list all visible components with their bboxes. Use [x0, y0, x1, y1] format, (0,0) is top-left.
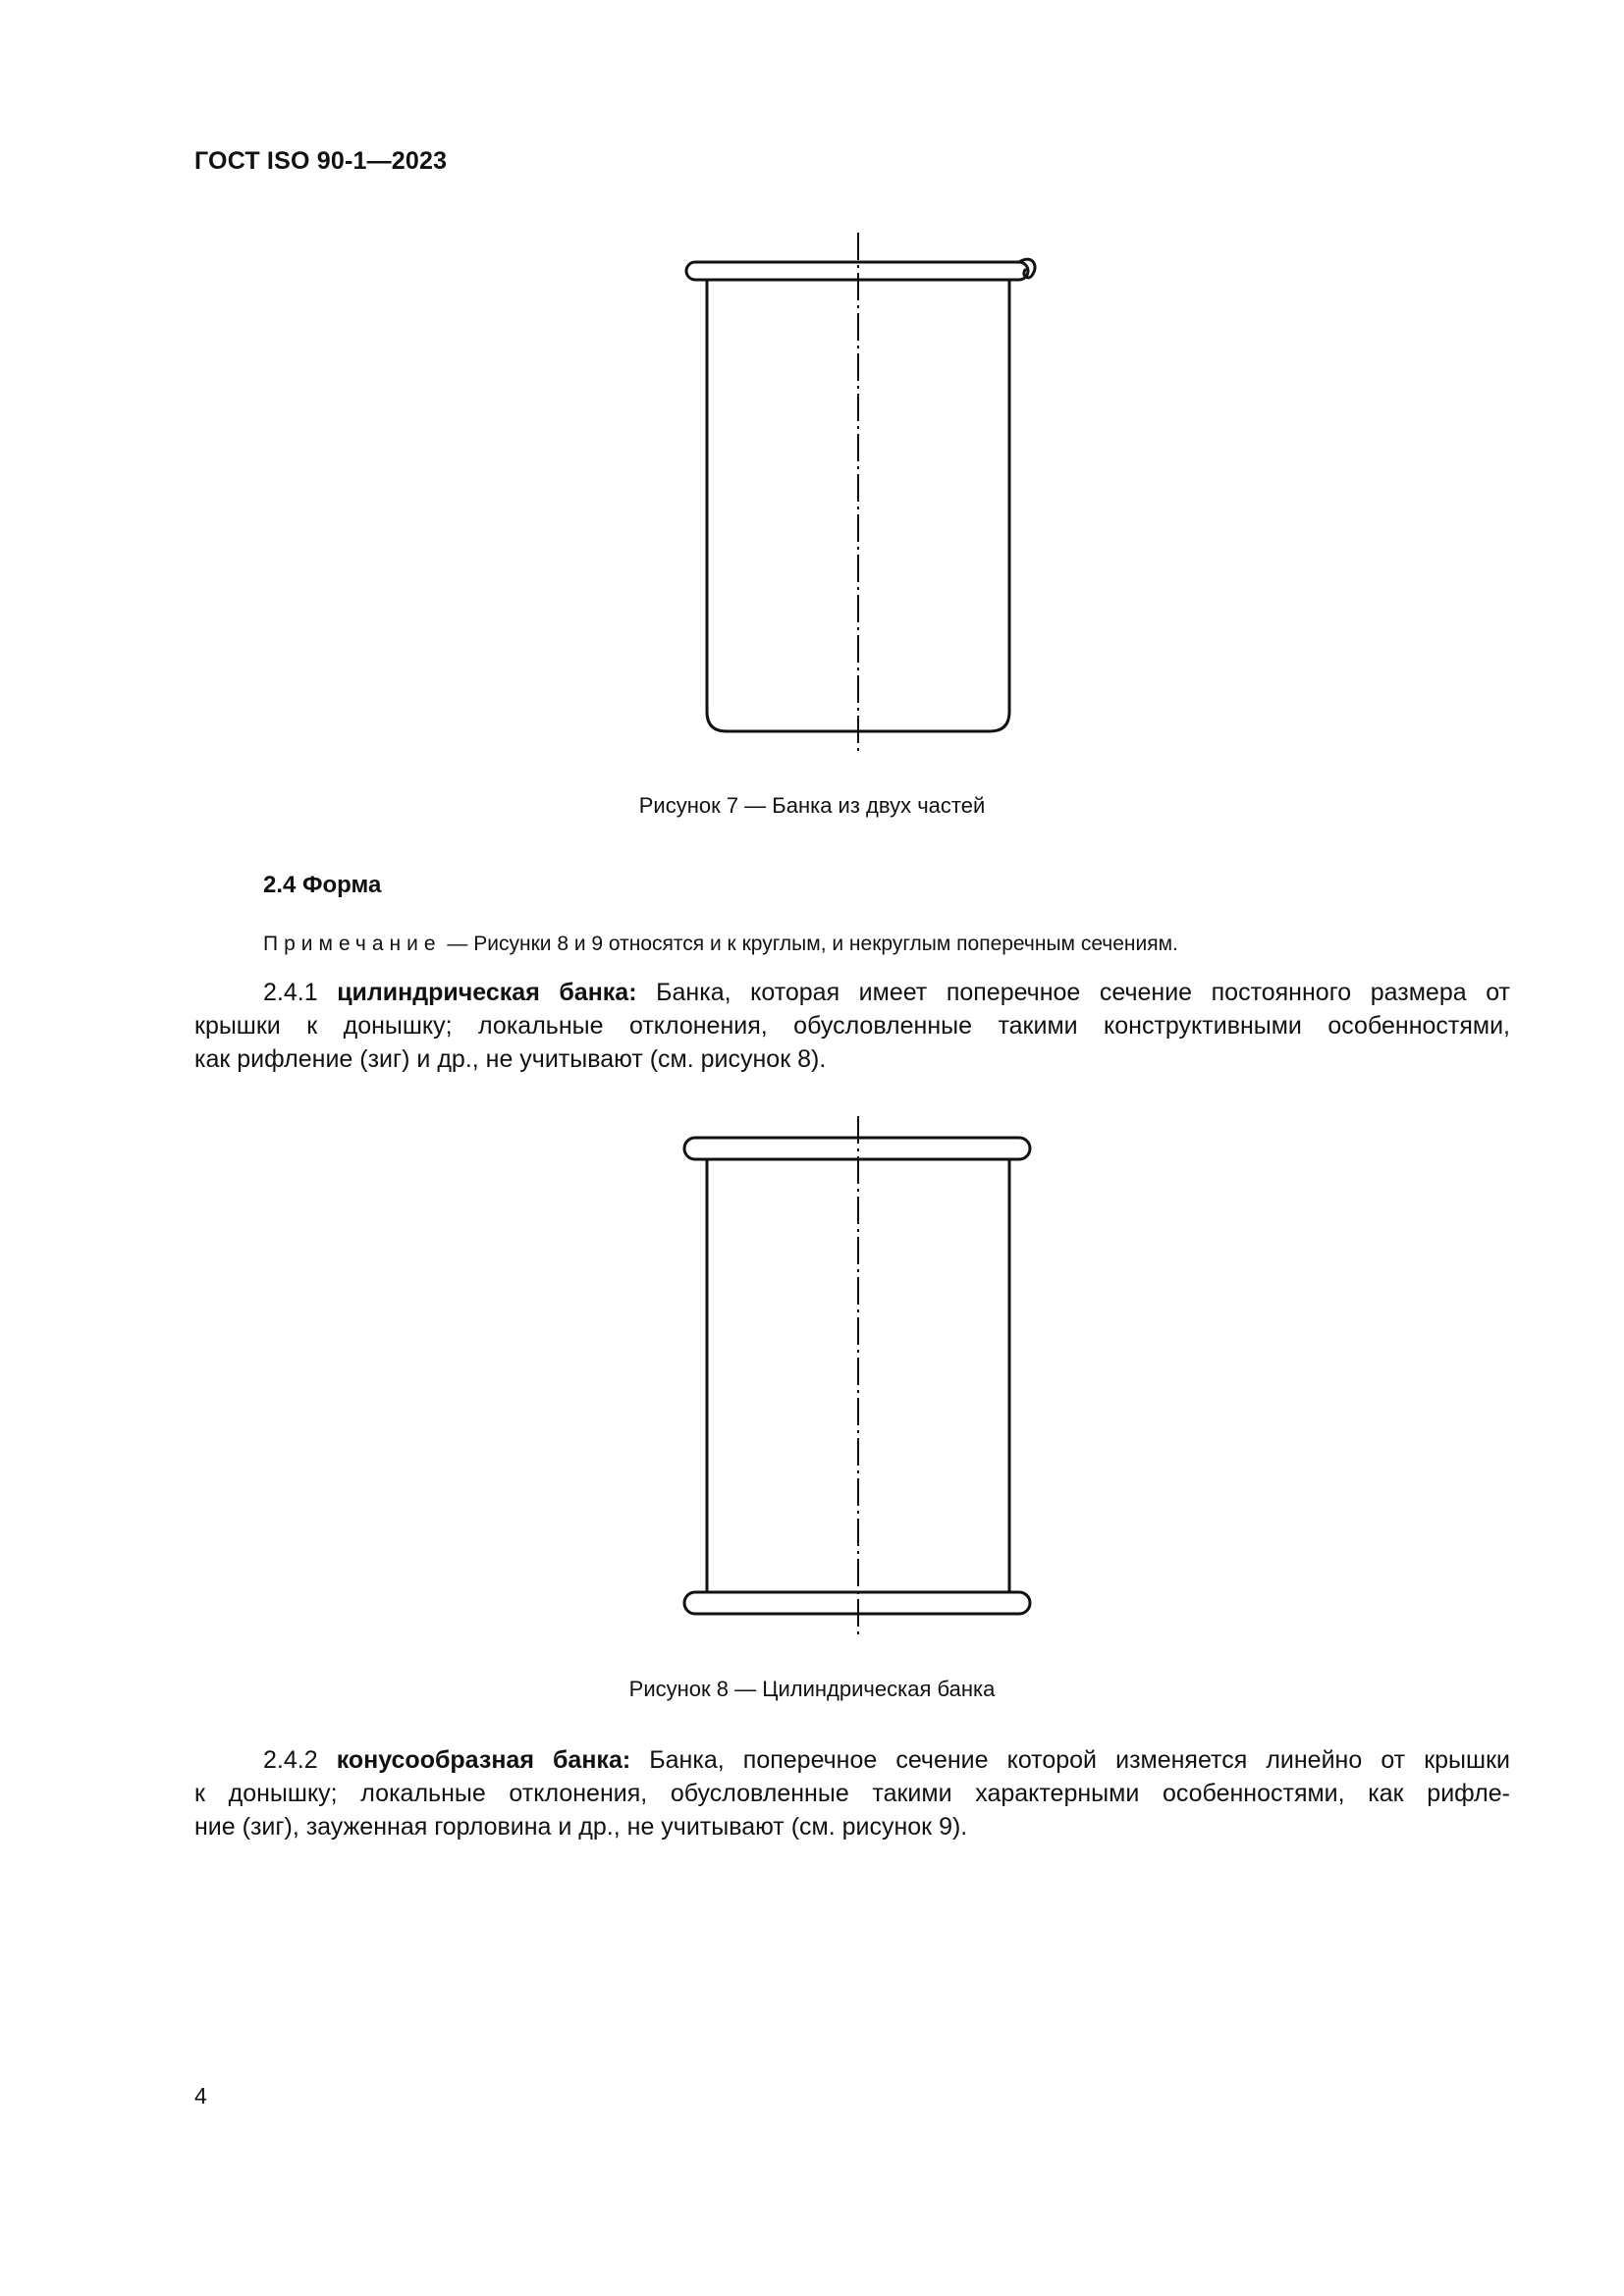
paragraph-number: 2.4.2 [263, 1746, 318, 1774]
figure-8-drawing [677, 1114, 1051, 1644]
note-label: Примечание [263, 933, 442, 955]
section-heading: 2.4 Форма [263, 872, 382, 898]
paragraph-2-4-2: 2.4.2 конусообразная банка: Банка, поперечное сечение которой изменяется линейно от крышки к донышку; локальные отклонения, обусловленные такими характерными особенностями, как рифле- ние (зиг), зауженная горловина и др., не учитывают (см. рисунок 9). [194, 1746, 1510, 1841]
paragraph-number: 2.4.1 [263, 979, 318, 1006]
figure-7-drawing [677, 231, 1051, 761]
term: цилиндрическая банка: [337, 979, 637, 1006]
figure-8-caption: Рисунок 8 — Цилиндрическая банка [628, 1677, 996, 1701]
paragraph-2-4-1: 2.4.1 цилиндрическая банка: Банка, которая имеет поперечное сечение постоянного размера от крышки к донышку; локальные отклонения, обусловленные такими конструктивными особенностями, как рифление (зиг) и др., не учитывают (см. рисунок 8). [194, 979, 1510, 1073]
figure-7-caption: Рисунок 7 — Банка из двух частей [638, 793, 986, 818]
note-text: — Рисунки 8 и 9 относятся и к круглым, и некруглым поперечным сечениям. [447, 933, 1178, 955]
page-number: 4 [194, 2083, 207, 2109]
term: конусообразная банка: [336, 1746, 631, 1774]
document-header: ГОСТ ISO 90-1—2023 [194, 147, 448, 175]
note [263, 933, 1178, 956]
